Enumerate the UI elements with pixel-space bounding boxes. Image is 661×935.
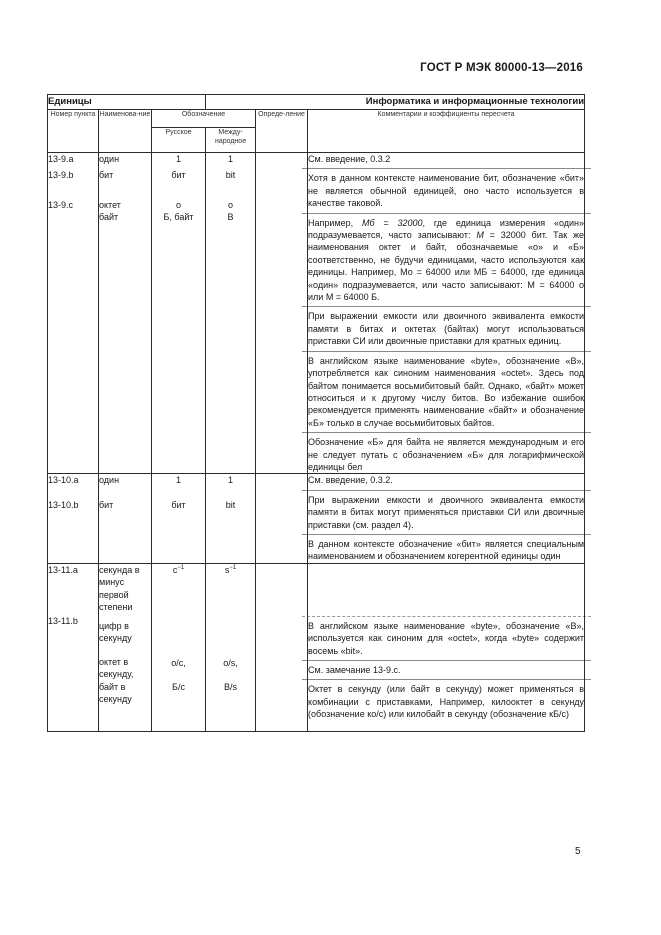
symbol-intl: B xyxy=(227,212,234,223)
comments-cell xyxy=(308,563,585,731)
document-code: ГОСТ Р МЭК 80000-13—2016 xyxy=(420,62,583,74)
unit-names xyxy=(99,153,152,474)
symbol-intl: bit xyxy=(225,170,236,181)
symbols-ru xyxy=(152,474,206,563)
comments-cell xyxy=(308,153,585,474)
col-header-symbol: Обозначение xyxy=(152,110,256,128)
symbol-intl: o xyxy=(228,199,234,210)
symbol-ru: Б/с xyxy=(172,681,185,692)
symbol-ru: о xyxy=(176,199,182,210)
comment: Обозначение «Б» для байта не является международным и его не следует путать с обозначением «Б» для логарифмической единицы бел xyxy=(308,437,585,472)
table-row-group-13-10 xyxy=(48,474,585,563)
unit-name: бит xyxy=(99,499,114,510)
comment: См. замечание 13-9.с. xyxy=(308,665,401,675)
definition-cell xyxy=(256,474,308,563)
item-numbers xyxy=(48,474,99,563)
unit-name: секунда в минус первой степени xyxy=(99,564,140,612)
comments-cell xyxy=(308,474,585,563)
symbol-intl: $s^{-1}$ xyxy=(224,564,237,575)
comment: Хотя в данном контексте наименование бит, обозначение «бит» не является обычной единицей, оно часто используется в качестве таковой. xyxy=(308,173,585,209)
comment-example: Например, Мб = 32000, где единица измерения «один» подразумевается, часто записывают: М = 32000 бит. Так же наименования октет и байт, обозначаемые «о» и «Б» соответственно, не будучи единицами, часто используются как единицы. Например, Мо = 64000 или МБ = 64000, где единица «один» подразумевается, или часто записывают: М = 64000 о или М = 64000 Б. xyxy=(308,217,585,303)
item-number: 13-11.b xyxy=(48,616,78,627)
units-table xyxy=(47,94,585,732)
table-title-right: Информатика и информационные технологии xyxy=(206,95,585,110)
col-header-item-no: Номер пункта xyxy=(48,110,99,153)
comment: Так же наименования октет и байт, обозначаемые «о» и «Б» соответственно, не будучи единицами, часто используются как единицы. Например, Мо = 64000 или МБ = 64000, где единица «один» подразумевается, или часто записывают: М = 64000 о или М = 64000 Б. xyxy=(308,230,585,303)
symbol-intl: bit xyxy=(225,499,236,510)
symbols-intl xyxy=(206,563,256,731)
page-number: 5 xyxy=(575,846,581,857)
symbol-ru: $с^{-1}$ xyxy=(172,564,185,575)
unit-name: цифр в секунду xyxy=(99,620,132,644)
definition-cell xyxy=(256,563,308,731)
col-header-comments: Комментарии и коэффициенты пересчета xyxy=(308,110,585,153)
table-row-group-13-11 xyxy=(48,563,585,731)
item-number: 13-9.b xyxy=(48,170,74,181)
col-header-symbol-ru: Русское xyxy=(152,128,206,153)
col-header-definition: Опреде-ление xyxy=(256,110,308,153)
symbols-ru xyxy=(152,153,206,474)
col-header-name: Наименова-ние xyxy=(99,110,152,153)
symbol-intl: 1 xyxy=(228,154,234,164)
comment: См. введение, 0.3.2. xyxy=(308,475,393,486)
unit-name: байт xyxy=(99,212,119,223)
table-row-group-13-9 xyxy=(48,153,585,474)
symbol-ru: о/с, xyxy=(171,658,186,669)
item-numbers xyxy=(48,563,99,731)
item-number: 13-11.a xyxy=(48,564,78,575)
item-number: 13-9.a xyxy=(48,154,74,164)
comment: При выражении емкости и двоичного эквивалента емкости памяти в битах могут применяться приставки СИ или двоичные приставки (см. раздел 4). xyxy=(308,494,585,530)
unit-name: бит xyxy=(99,170,114,181)
unit-name: октет в секунду, байт в секунду xyxy=(99,656,134,704)
table-title-left: Единицы xyxy=(48,95,206,110)
col-header-symbol-intl: Между-народное xyxy=(206,128,256,153)
comment: Октет в секунду (или байт в секунду) может применяться в комбинации с приставками, Например, килооктет в секунду (обозначение ко/с) или килобайт в секунду (обозначение кБ/с) xyxy=(308,684,585,720)
unit-name: один xyxy=(99,475,120,486)
comment: В английском языке наименование «byte», обозначение «В», используется как синоним для «octet», когда «byte» содержит восемь «bit». xyxy=(308,620,585,656)
symbol-ru: бит xyxy=(171,170,186,181)
header-row xyxy=(48,110,585,128)
symbols-intl xyxy=(206,153,256,474)
symbol-ru: 1 xyxy=(176,154,182,164)
item-numbers xyxy=(48,153,99,474)
symbol-ru: Б, байт xyxy=(163,212,194,223)
definition-cell xyxy=(256,153,308,474)
comment: При выражении емкости или двоичного эквивалента емкости памяти в битах и октетах (байтах) могут использоваться приставки СИ или двоичные приставки для кратных единиц. xyxy=(308,311,585,347)
unit-name: один xyxy=(99,154,120,164)
symbol-ru: бит xyxy=(171,499,186,510)
symbols-ru xyxy=(152,563,206,731)
comment: В данном контексте обозначение «бит» является специальным наименованием и обозначением когерентной единицы один xyxy=(308,538,585,562)
symbol-intl: B/s xyxy=(224,681,238,692)
item-number: 13-10.a xyxy=(48,475,79,486)
item-number: 13-9.c xyxy=(48,199,74,210)
table-title-row xyxy=(48,95,585,110)
symbol-intl: o/s, xyxy=(223,658,238,669)
unit-names xyxy=(99,563,152,731)
symbols-intl xyxy=(206,474,256,563)
unit-names xyxy=(99,474,152,563)
comment: См. введение, 0.3.2 xyxy=(308,154,391,164)
symbol-ru: 1 xyxy=(176,475,182,486)
item-number: 13-10.b xyxy=(48,499,79,510)
symbol-intl: 1 xyxy=(228,475,234,486)
comment: В английском языке наименование «byte», обозначение «В», употребляется как синоним наименования «octet». Здесь под байтом понимается восьмибитовый байт. Однако, «байт» может относиться и к другому числу битов. Во избежание ошибок рекомендуется применять наименование «байт» и обозначение «Б» только в случае восьмибитовых байтов. xyxy=(308,355,585,428)
unit-name: октет xyxy=(99,199,121,210)
